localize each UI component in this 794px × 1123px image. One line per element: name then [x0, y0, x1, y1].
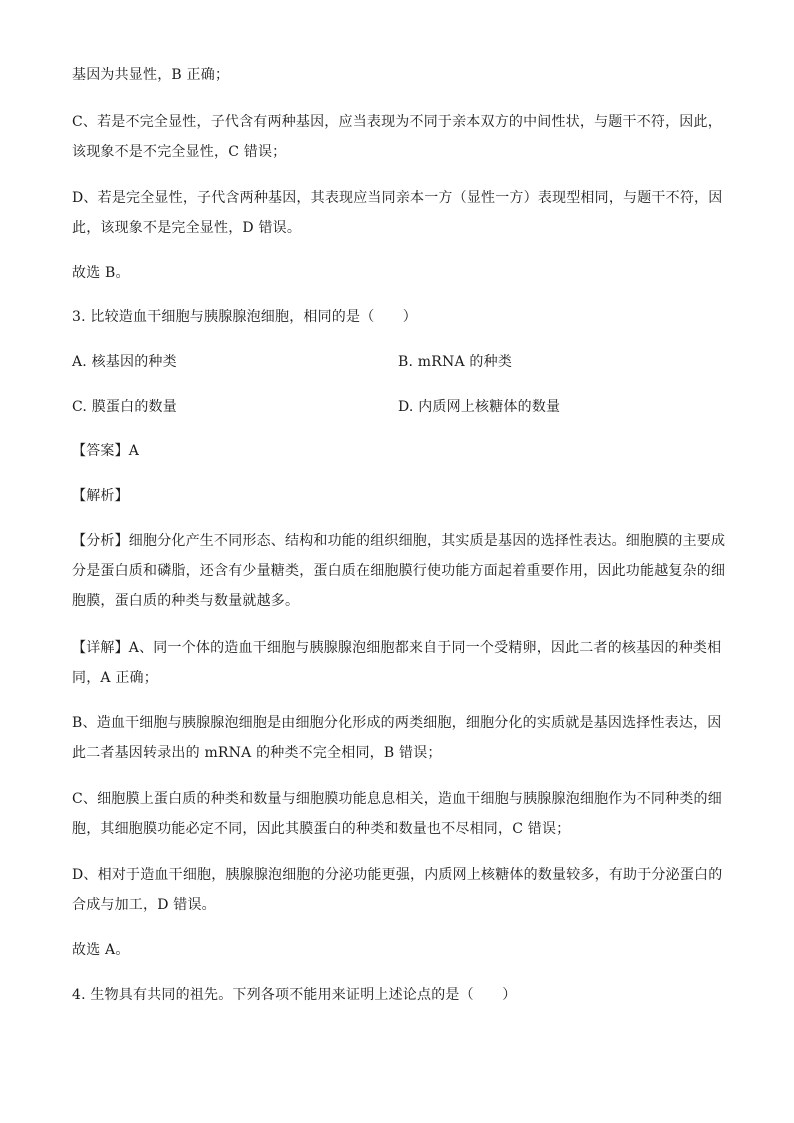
analysis-title: 【解析】: [72, 488, 129, 504]
text-line: 基因为共显性，B 正确；: [72, 67, 230, 83]
option-c: C. 膜蛋白的数量: [72, 399, 177, 415]
question-4-stem: 4. 生物具有共同的祖先。下列各项不能用来证明上述论点的是（ ）: [72, 987, 517, 1003]
text-line: 故选 B。: [72, 265, 130, 281]
text-line: 该现象不是不完全显性，C 错误；: [72, 144, 287, 160]
text-line: B、造血干细胞与胰腺腺泡细胞是由细胞分化形成的两类细胞，细胞分化的实质就是基因选择性表达，因: [72, 715, 722, 731]
text-line: 故选 A。: [72, 942, 130, 958]
text-line: D、相对于造血干细胞，胰腺腺泡细胞的分泌功能更强，内质网上核糖体的数量较多，有助于分泌蛋白的: [72, 867, 723, 883]
text-line: C、若是不完全显性，子代含有两种基因，应当表现为不同于亲本双方的中间性状，与题干不符，因此，: [72, 114, 722, 130]
question-3-stem: 3. 比较造血干细胞与胰腺腺泡细胞，相同的是（ ）: [72, 309, 418, 325]
text-line: 此二者基因转录出的 mRNA 的种类不完全相同，B 错误；: [72, 745, 442, 761]
text-line: 此，该现象不是完全显性，D 错误。: [72, 220, 302, 236]
text-line: 胞，其细胞膜功能必定不同，因此其膜蛋白的种类和数量也不尽相同，C 错误；: [72, 821, 571, 837]
answer-line: 【答案】A: [72, 443, 140, 459]
option-a: A. 核基因的种类: [72, 354, 177, 370]
text-line: C、细胞膜上蛋白质的种类和数量与细胞膜功能息息相关，造血干细胞与胰腺腺泡细胞作为不同种类的细: [72, 791, 722, 807]
text-line: D、若是完全显性，子代含两种基因，其表现应当同亲本一方（显性一方）表现型相同，与题干不符，因: [72, 190, 723, 206]
option-d: D. 内质网上核糖体的数量: [398, 399, 561, 415]
text-line: 【详解】A、同一个体的造血干细胞与胰腺腺泡细胞都来自于同一个受精卵，因此二者的核基因的种类相: [72, 640, 722, 656]
text-line: 合成与加工，D 错误。: [72, 897, 216, 913]
text-line: 分是蛋白质和磷脂，还含有少量糖类，蛋白质在细胞膜行使功能方面起着重要作用，因此功能越复杂的细: [72, 563, 726, 579]
text-line: 【分析】细胞分化产生不同形态、结构和功能的组织细胞，其实质是基因的选择性表达。细胞膜的主要成: [72, 533, 726, 549]
text-line: 同，A 正确；: [72, 670, 158, 686]
text-line: 胞膜，蛋白质的种类与数量就越多。: [72, 593, 300, 609]
option-b: B. mRNA 的种类: [398, 354, 513, 370]
